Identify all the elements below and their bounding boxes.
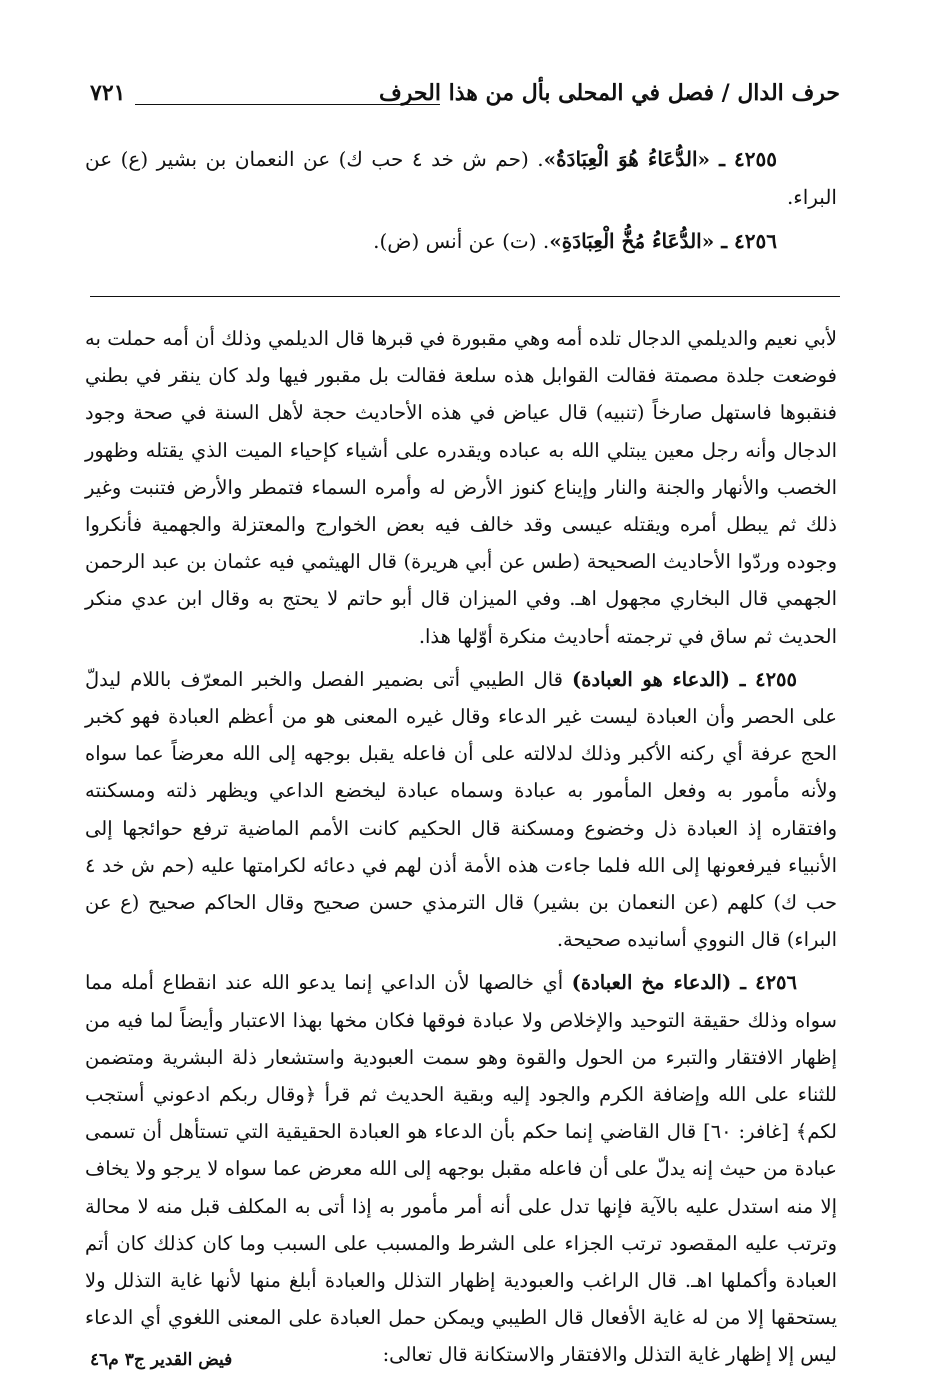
commentary-heading: ٤٢٥٦ ـ (الدعاء مخ العبادة) [571,971,797,995]
section-divider [90,296,840,297]
hadith-source: . (حم ش خد ٤ حب ك) عن النعمان بن بشير (ع) عن البراء. [85,147,837,209]
commentary-paragraph [85,661,837,959]
commentary-text: قال الطيبي أتى بضمير الفصل والخبر المعرّف باللام ليدلّ على الحصر وأن العبادة ليست غير الدعاء وقال غيره المعنى هو من أعظم العبادة فهو كخبر الحج عرفة أي ركنه الأكبر وذلك لدلالته على أن فاعله يقبل بوجهه إلى الله معرضاً عما سواه ولأنه مأمور به وفعل المأمور به عبادة وسماه عبادة ليخضع الداعي ويظهر ذلته ومسكنته وافتقاره إذ العبادة ذل وخضوع ومسكنة قال الحكيم كانت الأمم الماضية ترفع حوائجها إلى الأنبياء فيرفعونها إلى الله فلما جاءت هذه الأمة أذن لهم في دعائه لكرامتها عليه (حم ش خد ٤ حب ك) كلهم (عن النعمان بن بشير) قال الترمذي حسن صحيح وقال الحاكم صحيح (ع عن البراء) قال النووي أسانيده صحيحة. [85,667,837,952]
page-header [90,80,840,120]
hadith-text-section [85,140,837,266]
running-title: حرف الدال / فصل في المحلى بأل من هذا الحرف [378,80,840,106]
commentary-section [85,320,837,1380]
commentary-text: لأبي نعيم والديلمي الدجال تلده أمه وهي مقبورة في قبرها قال الديلمي وذلك أن أمه حملت به فوضعت جلدة مصمتة فقالت القوابل هذه سلعة فقالت بل مقبور فيها ولد كان ينقر في بطني فنقبوها فاستهل صارخاً (تنبيه) قال عياض في هذه الأحاديث حجة لأهل السنة في صحة وجود الدجال وأنه رجل معين يبتلي الله به عباده ويقدره على أشياء كإحياء الميت الذي يقتله وظهور الخصب والأنهار والجنة والنار وإيناع كنوز الأرض له وأمره السماء فتمطر والأرض فتنبت وغير ذلك ثم يبطل أمره ويقتله عيسى وقد خالف فيه بعض الخوارج والمعتزلة والجهمية فأنكروا وجوده وردّوا الأحاديث الصحيحة (طس عن أبي هريرة) قال الهيثمي فيه عثمان بن عبد الرحمن الجهمي قال البخاري مجهول اهـ. وفي الميزان قال أبو حاتم لا يحتج به وقال ابن عدي منكر الحديث ثم ساق في ترجمته أحاديث منكرة أوّلها هذا. [85,327,837,648]
hadith-quote: «الدُّعَاءُ مُخُّ الْعِبَادَةِ» [549,229,715,253]
signature-mark: فيض القدير ج٣ م٤٦ [90,1350,233,1370]
commentary-heading: ٤٢٥٥ ـ (الدعاء هو العبادة) [572,667,797,691]
hadith-number: ٤٢٥٥ [734,147,777,171]
commentary-paragraph [85,320,837,655]
hadith-number: ٤٢٥٦ [734,229,777,253]
header-rule [135,104,440,105]
hadith-source: . (ت) عن أنس (ض). [373,229,550,253]
page-number: ٧٢١ [90,80,126,106]
hadith-entry: ٤٢٥٥ ـ «الدُّعَاءُ هُوَ الْعِبَادَةُ». (حم ش خد ٤ حب ك) عن النعمان بن بشير (ع) عن البراء. [85,147,837,209]
hadith-quote: «الدُّعَاءُ هُوَ الْعِبَادَةُ» [543,147,710,171]
hadith-entry: ٤٢٥٦ ـ «الدُّعَاءُ مُخُّ الْعِبَادَةِ». (ت) عن أنس (ض). [373,229,777,253]
commentary-text: أي خالصها لأن الداعي إنما يدعو الله عند انقطاع أمله مما سواه وذلك حقيقة التوحيد والإخلاص ولا عبادة فوقها فكان مخها بهذا الاعتبار وأيضاً لما فيه من إظهار الافتقار والتبرء من الحول والقوة وهو سمت العبودية واستشعار ذلة البشرية ومتضمن للثناء على الله وإضافة الكرم والجود إليه وبقية الحديث ثم قرأ ﴿وقال ربكم ادعوني أستجب لكم﴾ [غافر: ٦٠] قال القاضي إنما حكم بأن الدعاء هو العبادة الحقيقية التي تستأهل أن تسمى عبادة من حيث إنه يدلّ على أن فاعله مقبل بوجهه إلى الله معرض عما سواه لا يرجو ولا يخاف إلا منه استدل عليه بالآية فإنها تدل على أنه أمر مأمور به إذا أتى به المكلف قبل منه لا محالة وترتب عليه المقصود ترتب الجزاء على الشرط والمسبب على السبب وما كان كذلك كان أتم العبادة وأكملها اهـ. قال الراغب والعبودية إظهار التذلل والعبادة أبلغ منها لأنها غاية التذلل ولا يستحقها إلا من له غاية الأفعال قال الطيبي ويمكن حمل العبادة على المعنى اللغوي أي الدعاء ليس إلا إظهار غاية التذلل والافتقار والاستكانة قال تعالى: [85,971,837,1367]
commentary-paragraph [85,964,837,1373]
